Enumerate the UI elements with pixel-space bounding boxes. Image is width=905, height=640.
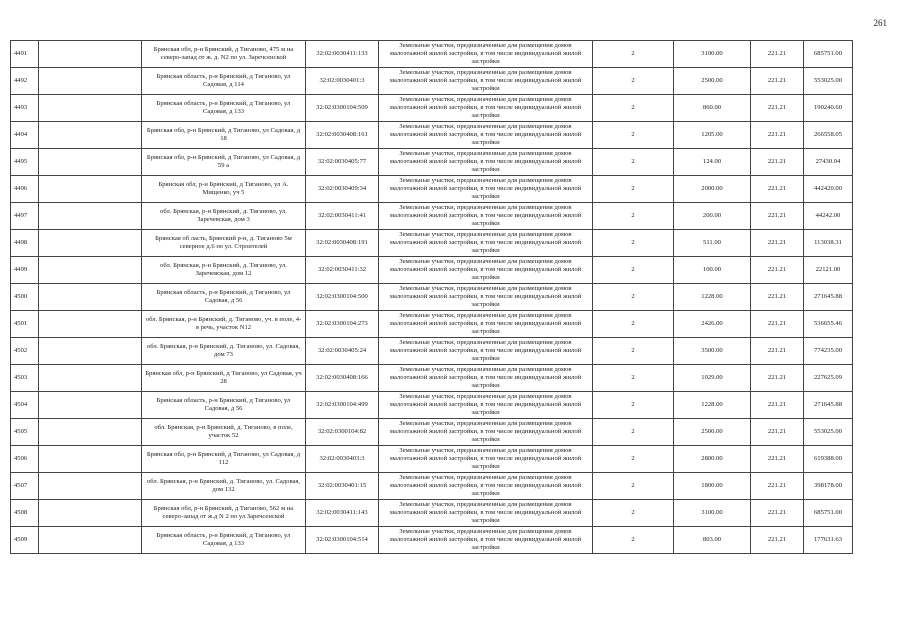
group-cell: 2 xyxy=(593,95,674,122)
area-cell: 2426.00 xyxy=(674,311,751,338)
table-row xyxy=(11,311,853,338)
cadastral-number-cell: 32:02:0030408:161 xyxy=(306,122,379,149)
address-cell: обл. Брянская, р-н Брянский, д. Тиганово, в поле, участок 52 xyxy=(142,419,306,446)
row-number: 4499 xyxy=(11,257,39,284)
group-cell: 2 xyxy=(593,230,674,257)
blank-cell xyxy=(39,41,142,68)
row-number: 4508 xyxy=(11,500,39,527)
group-cell: 2 xyxy=(593,176,674,203)
row-number: 4493 xyxy=(11,95,39,122)
group-cell: 2 xyxy=(593,446,674,473)
land-use-cell: Земельные участки, предназначенные для размещения домов малоэтажной жилой застройки, в том числе индивидуальной жилой застройки xyxy=(379,176,593,203)
address-cell: обл. Брянская, р-н Брянский, д. Тиганово, уч. в поле, 4-я речь, участок N12 xyxy=(142,311,306,338)
table-row xyxy=(11,500,853,527)
blank-cell xyxy=(39,365,142,392)
rate-cell: 221.21 xyxy=(751,392,804,419)
land-use-cell: Земельные участки, предназначенные для размещения домов малоэтажной жилой застройки, в том числе индивидуальной жилой застройки xyxy=(379,95,593,122)
table-row xyxy=(11,527,853,554)
rate-cell: 221.21 xyxy=(751,446,804,473)
address-cell: Брянская обл, р-н Брянский, д Тиганово, ул А. Мищенко, уч 5 xyxy=(142,176,306,203)
blank-cell xyxy=(39,392,142,419)
table-row xyxy=(11,365,853,392)
land-use-cell: Земельные участки, предназначенные для размещения домов малоэтажной жилой застройки, в том числе индивидуальной жилой застройки xyxy=(379,68,593,95)
land-use-cell: Земельные участки, предназначенные для размещения домов малоэтажной жилой застройки, в том числе индивидуальной жилой застройки xyxy=(379,311,593,338)
row-number: 4497 xyxy=(11,203,39,230)
row-number: 4498 xyxy=(11,230,39,257)
cadastral-number-cell: 32:02:0300104:273 xyxy=(306,311,379,338)
land-registry-table xyxy=(10,40,853,554)
land-use-cell: Земельные участки, предназначенные для размещения домов малоэтажной жилой застройки, в том числе индивидуальной жилой застройки xyxy=(379,257,593,284)
address-cell: Брянская обл, р-н Брянский, д Тиганово, 562 м на северо-запад от ж.д N 2 по ул Заречсенской xyxy=(142,500,306,527)
area-cell: 1029.00 xyxy=(674,365,751,392)
row-number: 4501 xyxy=(11,311,39,338)
rate-cell: 221.21 xyxy=(751,473,804,500)
blank-cell xyxy=(39,95,142,122)
cadastral-value-cell: 271645.88 xyxy=(804,392,853,419)
area-cell: 2500.00 xyxy=(674,419,751,446)
address-cell: обл. Брянская, р-н Брянский, д. Тиганово, ул. Садовая, дом 73 xyxy=(142,338,306,365)
cadastral-value-cell: 442420.00 xyxy=(804,176,853,203)
table-row xyxy=(11,122,853,149)
area-cell: 2500.00 xyxy=(674,68,751,95)
area-cell: 1205.00 xyxy=(674,122,751,149)
land-use-cell: Земельные участки, предназначенные для размещения домов малоэтажной жилой застройки, в том числе индивидуальной жилой застройки xyxy=(379,473,593,500)
cadastral-value-cell: 177631.63 xyxy=(804,527,853,554)
row-number: 4503 xyxy=(11,365,39,392)
blank-cell xyxy=(39,419,142,446)
land-use-cell: Земельные участки, предназначенные для размещения домов малоэтажной жилой застройки, в том числе индивидуальной жилой застройки xyxy=(379,203,593,230)
table-row xyxy=(11,392,853,419)
row-number: 4492 xyxy=(11,68,39,95)
cadastral-value-cell: 553025.00 xyxy=(804,68,853,95)
group-cell: 2 xyxy=(593,419,674,446)
land-use-cell: Земельные участки, предназначенные для размещения домов малоэтажной жилой застройки, в том числе индивидуальной жилой застройки xyxy=(379,122,593,149)
cadastral-number-cell: 32:02:0300104:82 xyxy=(306,419,379,446)
area-cell: 511.00 xyxy=(674,230,751,257)
cadastral-number-cell: 32:02:0030405:24 xyxy=(306,338,379,365)
address-cell: Брянская область, р-н Брянский, д Тиганово, ул Садовая, д 133 xyxy=(142,95,306,122)
cadastral-number-cell: 32:02:0300104:509 xyxy=(306,95,379,122)
cadastral-value-cell: 227625.09 xyxy=(804,365,853,392)
group-cell: 2 xyxy=(593,284,674,311)
cadastral-value-cell: 774235.00 xyxy=(804,338,853,365)
land-use-cell: Земельные участки, предназначенные для размещения домов малоэтажной жилой застройки, в том числе индивидуальной жилой застройки xyxy=(379,365,593,392)
area-cell: 1228.00 xyxy=(674,284,751,311)
area-cell: 1228.00 xyxy=(674,392,751,419)
table-row xyxy=(11,284,853,311)
rate-cell: 221.21 xyxy=(751,149,804,176)
cadastral-number-cell: 32:02:0030403:3 xyxy=(306,446,379,473)
cadastral-number-cell: 32:02:0030411:41 xyxy=(306,203,379,230)
area-cell: 3500.00 xyxy=(674,338,751,365)
cadastral-number-cell: 32:02:0300104:514 xyxy=(306,527,379,554)
group-cell: 2 xyxy=(593,68,674,95)
group-cell: 2 xyxy=(593,149,674,176)
blank-cell xyxy=(39,203,142,230)
blank-cell xyxy=(39,68,142,95)
area-cell: 2000.00 xyxy=(674,176,751,203)
cadastral-number-cell: 32:02:0300104:499 xyxy=(306,392,379,419)
land-use-cell: Земельные участки, предназначенные для размещения домов малоэтажной жилой застройки, в том числе индивидуальной жилой застройки xyxy=(379,149,593,176)
blank-cell xyxy=(39,527,142,554)
blank-cell xyxy=(39,284,142,311)
cadastral-value-cell: 619388.00 xyxy=(804,446,853,473)
table-row xyxy=(11,68,853,95)
area-cell: 3100.00 xyxy=(674,500,751,527)
table-body xyxy=(11,41,853,554)
address-cell: Брянская об ласть, Брянский р-н, д. Тиганово 5м северное д.6 по ул. Строителей xyxy=(142,230,306,257)
cadastral-number-cell: 32:02:0030401:3 xyxy=(306,68,379,95)
row-number: 4505 xyxy=(11,419,39,446)
rate-cell: 221.21 xyxy=(751,230,804,257)
cadastral-number-cell: 32:02:0300104:500 xyxy=(306,284,379,311)
row-number: 4509 xyxy=(11,527,39,554)
area-cell: 3100.00 xyxy=(674,41,751,68)
group-cell: 2 xyxy=(593,41,674,68)
land-use-cell: Земельные участки, предназначенные для размещения домов малоэтажной жилой застройки, в том числе индивидуальной жилой застройки xyxy=(379,338,593,365)
row-number: 4494 xyxy=(11,122,39,149)
area-cell: 860.00 xyxy=(674,95,751,122)
table-row xyxy=(11,149,853,176)
blank-cell xyxy=(39,311,142,338)
group-cell: 2 xyxy=(593,257,674,284)
address-cell: Брянская обл, р-н Брянский, д Тиганово, ул Садовая, д 59 а xyxy=(142,149,306,176)
cadastral-value-cell: 553025.00 xyxy=(804,419,853,446)
area-cell: 2800.00 xyxy=(674,446,751,473)
land-use-cell: Земельные участки, предназначенные для размещения домов малоэтажной жилой застройки, в том числе индивидуальной жилой застройки xyxy=(379,527,593,554)
cadastral-number-cell: 32:02:0030411:32 xyxy=(306,257,379,284)
row-number: 4504 xyxy=(11,392,39,419)
group-cell: 2 xyxy=(593,473,674,500)
cadastral-number-cell: 32:02:0030405:77 xyxy=(306,149,379,176)
table-row xyxy=(11,176,853,203)
rate-cell: 221.21 xyxy=(751,122,804,149)
table-row xyxy=(11,203,853,230)
table-row xyxy=(11,230,853,257)
cadastral-value-cell: 44242.00 xyxy=(804,203,853,230)
area-cell: 200.00 xyxy=(674,203,751,230)
group-cell: 2 xyxy=(593,500,674,527)
row-number: 4502 xyxy=(11,338,39,365)
land-use-cell: Земельные участки, предназначенные для размещения домов малоэтажной жилой застройки, в том числе индивидуальной жилой застройки xyxy=(379,419,593,446)
cadastral-value-cell: 22121.00 xyxy=(804,257,853,284)
cadastral-number-cell: 32:02:0030401:15 xyxy=(306,473,379,500)
blank-cell xyxy=(39,338,142,365)
cadastral-value-cell: 271645.88 xyxy=(804,284,853,311)
area-cell: 124.00 xyxy=(674,149,751,176)
address-cell: Брянская обл, р-н Брянский, д Тиганово, ул Садовая, уч 28 xyxy=(142,365,306,392)
group-cell: 2 xyxy=(593,203,674,230)
blank-cell xyxy=(39,122,142,149)
row-number: 4506 xyxy=(11,446,39,473)
group-cell: 2 xyxy=(593,527,674,554)
group-cell: 2 xyxy=(593,122,674,149)
rate-cell: 221.21 xyxy=(751,95,804,122)
table-row xyxy=(11,257,853,284)
address-cell: обл. Брянская, р-н Брянский, д. Тиганово, ул. Заречевская, дом 3 xyxy=(142,203,306,230)
table-row xyxy=(11,419,853,446)
blank-cell xyxy=(39,473,142,500)
group-cell: 2 xyxy=(593,311,674,338)
address-cell: обл. Брянская, р-н Брянский, д. Тиганово, ул. Садовая, дом 132 xyxy=(142,473,306,500)
group-cell: 2 xyxy=(593,338,674,365)
rate-cell: 221.21 xyxy=(751,176,804,203)
cadastral-value-cell: 266558.05 xyxy=(804,122,853,149)
row-number: 4507 xyxy=(11,473,39,500)
rate-cell: 221.21 xyxy=(751,284,804,311)
blank-cell xyxy=(39,149,142,176)
cadastral-number-cell: 32:02:0030409:34 xyxy=(306,176,379,203)
cadastral-number-cell: 32:02:0030411:143 xyxy=(306,500,379,527)
row-number: 4491 xyxy=(11,41,39,68)
land-use-cell: Земельные участки, предназначенные для размещения домов малоэтажной жилой застройки, в том числе индивидуальной жилой застройки xyxy=(379,41,593,68)
blank-cell xyxy=(39,500,142,527)
cadastral-number-cell: 32:02:0030411:133 xyxy=(306,41,379,68)
cadastral-value-cell: 27430.04 xyxy=(804,149,853,176)
table-row xyxy=(11,95,853,122)
address-cell: Брянская область, р-н Брянский, д Тиганово, ул Садовая, д 56 xyxy=(142,284,306,311)
blank-cell xyxy=(39,230,142,257)
table-row xyxy=(11,473,853,500)
land-use-cell: Земельные участки, предназначенные для размещения домов малоэтажной жилой застройки, в том числе индивидуальной жилой застройки xyxy=(379,230,593,257)
cadastral-value-cell: 536655.46 xyxy=(804,311,853,338)
land-use-cell: Земельные участки, предназначенные для размещения домов малоэтажной жилой застройки, в том числе индивидуальной жилой застройки xyxy=(379,284,593,311)
address-cell: Брянская обл, р-н Брянский, д Тиганово, 475 м на северо-запад от ж. д. N2 по ул. Заречсенской xyxy=(142,41,306,68)
address-cell: Брянская обл, р-н Брянский, д Тиганово, ул Садовая, д 18 xyxy=(142,122,306,149)
cadastral-number-cell: 32:02:0030408:166 xyxy=(306,365,379,392)
row-number: 4495 xyxy=(11,149,39,176)
area-cell: 1800.00 xyxy=(674,473,751,500)
blank-cell xyxy=(39,446,142,473)
group-cell: 2 xyxy=(593,392,674,419)
address-cell: обл. Брянская, р-н Брянский, д. Тиганово, ул. Заречевская, дом 12 xyxy=(142,257,306,284)
table-row xyxy=(11,338,853,365)
address-cell: Брянская область, р-н Брянский, д Тиганово, ул Садовая, д 114 xyxy=(142,68,306,95)
cadastral-value-cell: 398178.00 xyxy=(804,473,853,500)
area-cell: 803.00 xyxy=(674,527,751,554)
rate-cell: 221.21 xyxy=(751,68,804,95)
cadastral-value-cell: 113038.31 xyxy=(804,230,853,257)
row-number: 4500 xyxy=(11,284,39,311)
rate-cell: 221.21 xyxy=(751,527,804,554)
address-cell: Брянская область, р-н Брянский, д Тиганово, ул Садовая, д 133 xyxy=(142,527,306,554)
cadastral-number-cell: 32:02:0030408:191 xyxy=(306,230,379,257)
rate-cell: 221.21 xyxy=(751,203,804,230)
address-cell: Брянская область, р-н Брянский, д Тиганово, ул Садовая, д 56 xyxy=(142,392,306,419)
land-use-cell: Земельные участки, предназначенные для размещения домов малоэтажной жилой застройки, в том числе индивидуальной жилой застройки xyxy=(379,500,593,527)
table-row xyxy=(11,446,853,473)
rate-cell: 221.21 xyxy=(751,311,804,338)
land-use-cell: Земельные участки, предназначенные для размещения домов малоэтажной жилой застройки, в том числе индивидуальной жилой застройки xyxy=(379,392,593,419)
cadastral-value-cell: 685751.00 xyxy=(804,500,853,527)
rate-cell: 221.21 xyxy=(751,338,804,365)
blank-cell xyxy=(39,176,142,203)
rate-cell: 221.21 xyxy=(751,41,804,68)
rate-cell: 221.21 xyxy=(751,419,804,446)
group-cell: 2 xyxy=(593,365,674,392)
cadastral-value-cell: 190240.60 xyxy=(804,95,853,122)
rate-cell: 221.21 xyxy=(751,257,804,284)
rate-cell: 221.21 xyxy=(751,500,804,527)
rate-cell: 221.21 xyxy=(751,365,804,392)
row-number: 4496 xyxy=(11,176,39,203)
blank-cell xyxy=(39,257,142,284)
address-cell: Брянская обл, р-н Брянский, д Тиганово, ул Садовая, д 112 xyxy=(142,446,306,473)
land-use-cell: Земельные участки, предназначенные для размещения домов малоэтажной жилой застройки, в том числе индивидуальной жилой застройки xyxy=(379,446,593,473)
page-number: 261 xyxy=(873,18,887,28)
cadastral-value-cell: 685751.00 xyxy=(804,41,853,68)
table-row xyxy=(11,41,853,68)
area-cell: 100.00 xyxy=(674,257,751,284)
